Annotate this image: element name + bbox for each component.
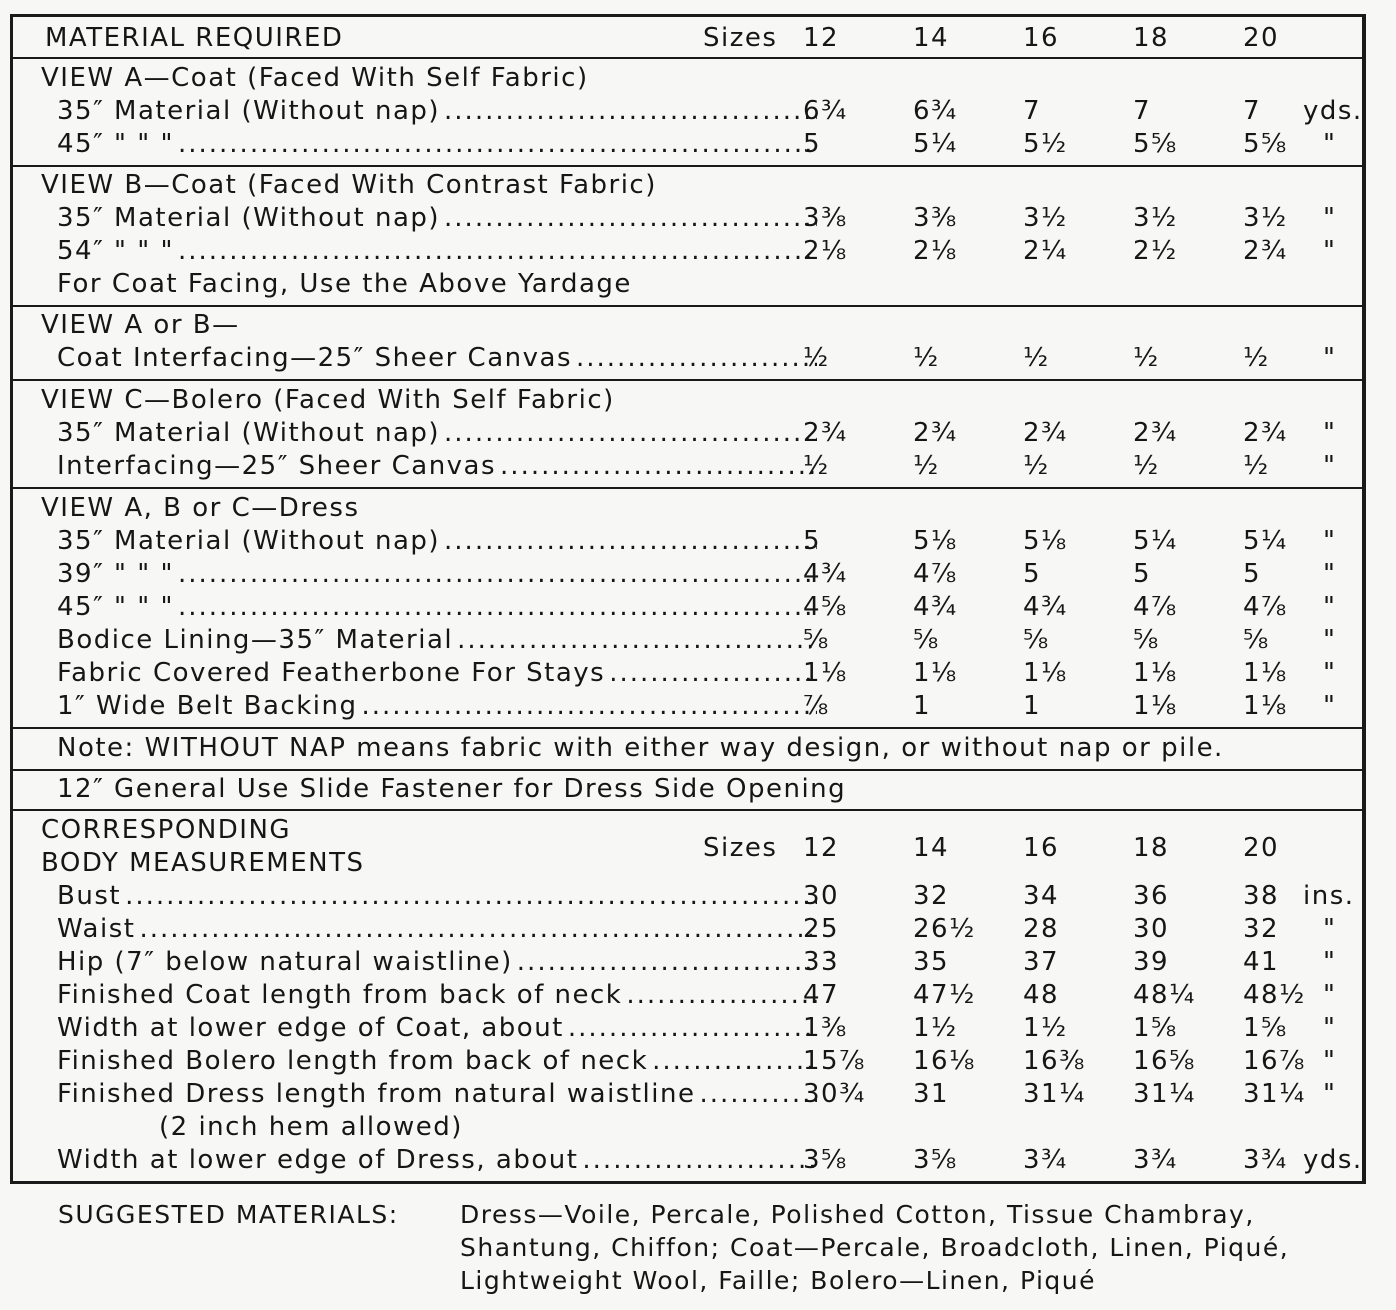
body-heading-line1: CORRESPONDING bbox=[41, 815, 292, 845]
row-label: 35″ Material (Without nap) ..... bbox=[57, 96, 817, 126]
table-row bbox=[13, 914, 1362, 946]
view-b-heading: VIEW B—Coat (Faced With Contrast Fabric) bbox=[41, 170, 657, 200]
table-row bbox=[13, 418, 1362, 450]
value-cell: 4⅞ bbox=[1133, 592, 1178, 622]
value-cell: 1⅛ bbox=[1133, 658, 1178, 688]
value-cell: 5⅝ bbox=[1133, 129, 1178, 159]
table-row bbox=[13, 1046, 1362, 1078]
table-row bbox=[13, 1145, 1362, 1177]
row-label: Width at lower edge of Coat, about ..... bbox=[57, 1013, 817, 1043]
value-cell: ⅝ bbox=[803, 625, 830, 655]
unit-label: " bbox=[1323, 343, 1337, 373]
size-header: 18 bbox=[1133, 23, 1170, 53]
value-cell: 1⅛ bbox=[803, 658, 848, 688]
nap-note-row bbox=[13, 733, 1362, 765]
row-label: Hip (7″ below natural waistline) ..... bbox=[57, 947, 817, 977]
table-row bbox=[13, 129, 1362, 161]
value-cell: 31¼ bbox=[1243, 1079, 1306, 1109]
value-cell: 1⅛ bbox=[1243, 658, 1288, 688]
value-cell: 32 bbox=[913, 881, 950, 911]
table-row bbox=[13, 980, 1362, 1012]
value-cell: 4⅞ bbox=[1243, 592, 1288, 622]
table-row bbox=[13, 691, 1362, 723]
sizes-label: Sizes bbox=[703, 23, 778, 53]
material-requirements-chart bbox=[10, 14, 1366, 1184]
value-cell: 3¾ bbox=[1023, 1145, 1068, 1175]
row-label: Finished Dress length from natural waistline ..... bbox=[57, 1079, 817, 1109]
fastener-note: 12″ General Use Slide Fastener for Dress Side Opening bbox=[57, 774, 847, 804]
row-label: 35″ Material (Without nap) ..... bbox=[57, 526, 817, 556]
size-header: 14 bbox=[913, 833, 950, 863]
body-heading-line2: BODY MEASUREMENTS bbox=[41, 848, 365, 878]
chart-title: MATERIAL REQUIRED bbox=[45, 23, 344, 53]
value-cell: 35 bbox=[913, 947, 950, 977]
unit-label: " bbox=[1323, 1013, 1337, 1043]
hem-note-row bbox=[13, 1112, 1362, 1144]
value-cell: 1⅛ bbox=[1243, 691, 1288, 721]
unit-label: " bbox=[1323, 691, 1337, 721]
size-header: 16 bbox=[1023, 833, 1060, 863]
value-cell: 47 bbox=[803, 980, 840, 1010]
unit-label: ins. bbox=[1303, 881, 1355, 911]
unit-label: " bbox=[1323, 625, 1337, 655]
value-cell: 2⅛ bbox=[913, 236, 958, 266]
value-cell: 1 bbox=[913, 691, 932, 721]
header-row bbox=[13, 23, 1362, 55]
value-cell: ⅝ bbox=[1243, 625, 1270, 655]
value-cell: ½ bbox=[1023, 343, 1050, 373]
size-header: 12 bbox=[803, 833, 840, 863]
table-row bbox=[13, 236, 1362, 268]
value-cell: ½ bbox=[1133, 343, 1160, 373]
value-cell: ⅞ bbox=[803, 691, 830, 721]
size-header: 18 bbox=[1133, 833, 1170, 863]
value-cell: 26½ bbox=[913, 914, 976, 944]
unit-label: " bbox=[1323, 451, 1337, 481]
fastener-row bbox=[13, 774, 1362, 806]
value-cell: 15⅞ bbox=[803, 1046, 866, 1076]
view-ab-heading: VIEW A or B— bbox=[41, 310, 240, 340]
row-label: Coat Interfacing—25″ Sheer Canvas ..... bbox=[57, 343, 817, 373]
value-cell: 48 bbox=[1023, 980, 1060, 1010]
value-cell: 5¼ bbox=[913, 129, 958, 159]
row-label: 35″ Material (Without nap) ..... bbox=[57, 418, 817, 448]
unit-label: yds. bbox=[1303, 96, 1363, 126]
hem-note: (2 inch hem allowed) bbox=[159, 1112, 463, 1142]
table-row bbox=[13, 96, 1362, 128]
row-label: Finished Bolero length from back of neck ..... bbox=[57, 1046, 817, 1076]
table-row bbox=[13, 451, 1362, 483]
value-cell: 2¾ bbox=[803, 418, 848, 448]
nap-note: Note: WITHOUT NAP means fabric with either way design, or without nap or pile. bbox=[57, 733, 1224, 763]
value-cell: 5 bbox=[1023, 559, 1042, 589]
row-label: Width at lower edge of Dress, about ..... bbox=[57, 1145, 817, 1175]
value-cell: 2¾ bbox=[1243, 236, 1288, 266]
row-label: Bodice Lining—35″ Material ..... bbox=[57, 625, 817, 655]
value-cell: 16⅛ bbox=[913, 1046, 976, 1076]
section-heading bbox=[13, 385, 1362, 417]
suggested-line: Dress—Voile, Percale, Polished Cotton, Tissue Chambray, bbox=[460, 1200, 1255, 1229]
value-cell: 7 bbox=[1133, 96, 1152, 126]
unit-label: " bbox=[1323, 1046, 1337, 1076]
value-cell: 2¾ bbox=[1023, 418, 1068, 448]
sizes-label: Sizes bbox=[703, 833, 778, 863]
coat-facing-note: For Coat Facing, Use the Above Yardage bbox=[57, 269, 632, 299]
value-cell: 3⅜ bbox=[913, 203, 958, 233]
unit-label: " bbox=[1323, 1079, 1337, 1109]
value-cell: 3⅝ bbox=[803, 1145, 848, 1175]
value-cell: 2½ bbox=[1133, 236, 1178, 266]
suggested-materials-label: SUGGESTED MATERIALS: bbox=[58, 1200, 399, 1229]
unit-label: " bbox=[1323, 914, 1337, 944]
table-row bbox=[13, 343, 1362, 375]
value-cell: ⅝ bbox=[1023, 625, 1050, 655]
value-cell: 6¾ bbox=[803, 96, 848, 126]
row-label: 39″ " " " ..... bbox=[57, 559, 817, 589]
divider bbox=[13, 379, 1362, 381]
unit-label: " bbox=[1323, 658, 1337, 688]
value-cell: ½ bbox=[1133, 451, 1160, 481]
value-cell: 6¾ bbox=[913, 96, 958, 126]
value-cell: 5⅛ bbox=[913, 526, 958, 556]
size-header: 12 bbox=[803, 23, 840, 53]
divider bbox=[13, 487, 1362, 489]
unit-label: " bbox=[1323, 418, 1337, 448]
value-cell: ⅝ bbox=[913, 625, 940, 655]
value-cell: 1⅝ bbox=[1133, 1013, 1178, 1043]
divider bbox=[13, 769, 1362, 771]
section-heading bbox=[13, 170, 1362, 202]
table-row bbox=[13, 1013, 1362, 1045]
value-cell: 28 bbox=[1023, 914, 1060, 944]
value-cell: 4¾ bbox=[1023, 592, 1068, 622]
table-row bbox=[13, 1079, 1362, 1111]
value-cell: 33 bbox=[803, 947, 840, 977]
value-cell: 16⅝ bbox=[1133, 1046, 1196, 1076]
value-cell: ⅝ bbox=[1133, 625, 1160, 655]
table-row bbox=[13, 559, 1362, 591]
divider bbox=[13, 809, 1362, 811]
row-label: 35″ Material (Without nap) ..... bbox=[57, 203, 817, 233]
section-heading bbox=[13, 848, 1362, 880]
value-cell: 7 bbox=[1243, 96, 1262, 126]
view-abc-heading: VIEW A, B or C—Dress bbox=[41, 493, 360, 523]
value-cell: 2⅛ bbox=[803, 236, 848, 266]
row-label: Waist ..... bbox=[57, 914, 817, 944]
unit-label: yds. bbox=[1303, 1145, 1363, 1175]
value-cell: 2¾ bbox=[1243, 418, 1288, 448]
value-cell: 5 bbox=[1133, 559, 1152, 589]
suggested-line: Shantung, Chiffon; Coat—Percale, Broadcloth, Linen, Piqué, bbox=[460, 1233, 1290, 1262]
size-header: 20 bbox=[1243, 833, 1280, 863]
divider bbox=[13, 165, 1362, 167]
value-cell: 4¾ bbox=[803, 559, 848, 589]
section-heading bbox=[13, 310, 1362, 342]
divider bbox=[13, 727, 1362, 729]
value-cell: 5⅛ bbox=[1023, 526, 1068, 556]
section-note bbox=[13, 269, 1362, 301]
row-label: 54″ " " " ..... bbox=[57, 236, 817, 266]
row-label: 1″ Wide Belt Backing ..... bbox=[57, 691, 817, 721]
value-cell: 48¼ bbox=[1133, 980, 1196, 1010]
value-cell: 5¼ bbox=[1133, 526, 1178, 556]
unit-label: " bbox=[1323, 980, 1337, 1010]
table-row bbox=[13, 203, 1362, 235]
value-cell: 2¾ bbox=[1133, 418, 1178, 448]
value-cell: 32 bbox=[1243, 914, 1280, 944]
size-header: 16 bbox=[1023, 23, 1060, 53]
table-row bbox=[13, 526, 1362, 558]
value-cell: 3⅝ bbox=[913, 1145, 958, 1175]
value-cell: 1½ bbox=[1023, 1013, 1068, 1043]
value-cell: 25 bbox=[803, 914, 840, 944]
value-cell: 36 bbox=[1133, 881, 1170, 911]
value-cell: 1⅛ bbox=[1133, 691, 1178, 721]
value-cell: 4¾ bbox=[913, 592, 958, 622]
value-cell: 16⅞ bbox=[1243, 1046, 1306, 1076]
unit-label: " bbox=[1323, 203, 1337, 233]
row-label: Fabric Covered Featherbone For Stays ..... bbox=[57, 658, 817, 688]
value-cell: 5 bbox=[803, 129, 822, 159]
unit-label: " bbox=[1323, 526, 1337, 556]
size-header: 14 bbox=[913, 23, 950, 53]
value-cell: 1⅛ bbox=[1023, 658, 1068, 688]
unit-label: " bbox=[1323, 592, 1337, 622]
table-row bbox=[13, 625, 1362, 657]
value-cell: 3¾ bbox=[1133, 1145, 1178, 1175]
table-row bbox=[13, 658, 1362, 690]
value-cell: ½ bbox=[803, 451, 830, 481]
value-cell: 47½ bbox=[913, 980, 976, 1010]
unit-label: " bbox=[1323, 947, 1337, 977]
row-label: Finished Coat length from back of neck ..... bbox=[57, 980, 817, 1010]
value-cell: 7 bbox=[1023, 96, 1042, 126]
row-label: Interfacing—25″ Sheer Canvas ..... bbox=[57, 451, 817, 481]
value-cell: 41 bbox=[1243, 947, 1280, 977]
value-cell: 4⅞ bbox=[913, 559, 958, 589]
value-cell: 5½ bbox=[1023, 129, 1068, 159]
value-cell: 1½ bbox=[913, 1013, 958, 1043]
value-cell: 5 bbox=[803, 526, 822, 556]
value-cell: 30¾ bbox=[803, 1079, 866, 1109]
divider bbox=[13, 57, 1362, 59]
value-cell: 38 bbox=[1243, 881, 1280, 911]
unit-label: " bbox=[1323, 559, 1337, 589]
suggested-line: Lightweight Wool, Faille; Bolero—Linen, Piqué bbox=[460, 1266, 1097, 1295]
value-cell: 39 bbox=[1133, 947, 1170, 977]
value-cell: 2¼ bbox=[1023, 236, 1068, 266]
view-c-heading: VIEW C—Bolero (Faced With Self Fabric) bbox=[41, 385, 615, 415]
value-cell: 1⅜ bbox=[803, 1013, 848, 1043]
value-cell: ½ bbox=[913, 343, 940, 373]
value-cell: 34 bbox=[1023, 881, 1060, 911]
row-label: 45″ " " " ..... bbox=[57, 129, 817, 159]
value-cell: 3¾ bbox=[1243, 1145, 1288, 1175]
value-cell: 3⅜ bbox=[803, 203, 848, 233]
section-heading bbox=[13, 63, 1362, 95]
value-cell: 1⅝ bbox=[1243, 1013, 1288, 1043]
value-cell: 5 bbox=[1243, 559, 1262, 589]
value-cell: 3½ bbox=[1023, 203, 1068, 233]
divider bbox=[13, 305, 1362, 307]
value-cell: ½ bbox=[1243, 451, 1270, 481]
row-label: Bust ..... bbox=[57, 881, 817, 911]
value-cell: 5¼ bbox=[1243, 526, 1288, 556]
size-header: 20 bbox=[1243, 23, 1280, 53]
value-cell: 31¼ bbox=[1023, 1079, 1086, 1109]
value-cell: ½ bbox=[1243, 343, 1270, 373]
value-cell: 37 bbox=[1023, 947, 1060, 977]
value-cell: ½ bbox=[913, 451, 940, 481]
value-cell: 4⅝ bbox=[803, 592, 848, 622]
value-cell: 31 bbox=[913, 1079, 950, 1109]
value-cell: 1⅛ bbox=[913, 658, 958, 688]
value-cell: 48½ bbox=[1243, 980, 1306, 1010]
value-cell: 3½ bbox=[1243, 203, 1288, 233]
view-a-heading: VIEW A—Coat (Faced With Self Fabric) bbox=[41, 63, 589, 93]
row-label: 45″ " " " ..... bbox=[57, 592, 817, 622]
value-cell: 1 bbox=[1023, 691, 1042, 721]
value-cell: ½ bbox=[1023, 451, 1050, 481]
table-row bbox=[13, 881, 1362, 913]
unit-label: " bbox=[1323, 236, 1337, 266]
table-row bbox=[13, 947, 1362, 979]
value-cell: 5⅝ bbox=[1243, 129, 1288, 159]
value-cell: 2¾ bbox=[913, 418, 958, 448]
value-cell: 31¼ bbox=[1133, 1079, 1196, 1109]
value-cell: 16⅜ bbox=[1023, 1046, 1086, 1076]
value-cell: 3½ bbox=[1133, 203, 1178, 233]
value-cell: ½ bbox=[803, 343, 830, 373]
unit-label: " bbox=[1323, 129, 1337, 159]
table-row bbox=[13, 592, 1362, 624]
section-heading bbox=[13, 493, 1362, 525]
value-cell: 30 bbox=[1133, 914, 1170, 944]
value-cell: 30 bbox=[803, 881, 840, 911]
